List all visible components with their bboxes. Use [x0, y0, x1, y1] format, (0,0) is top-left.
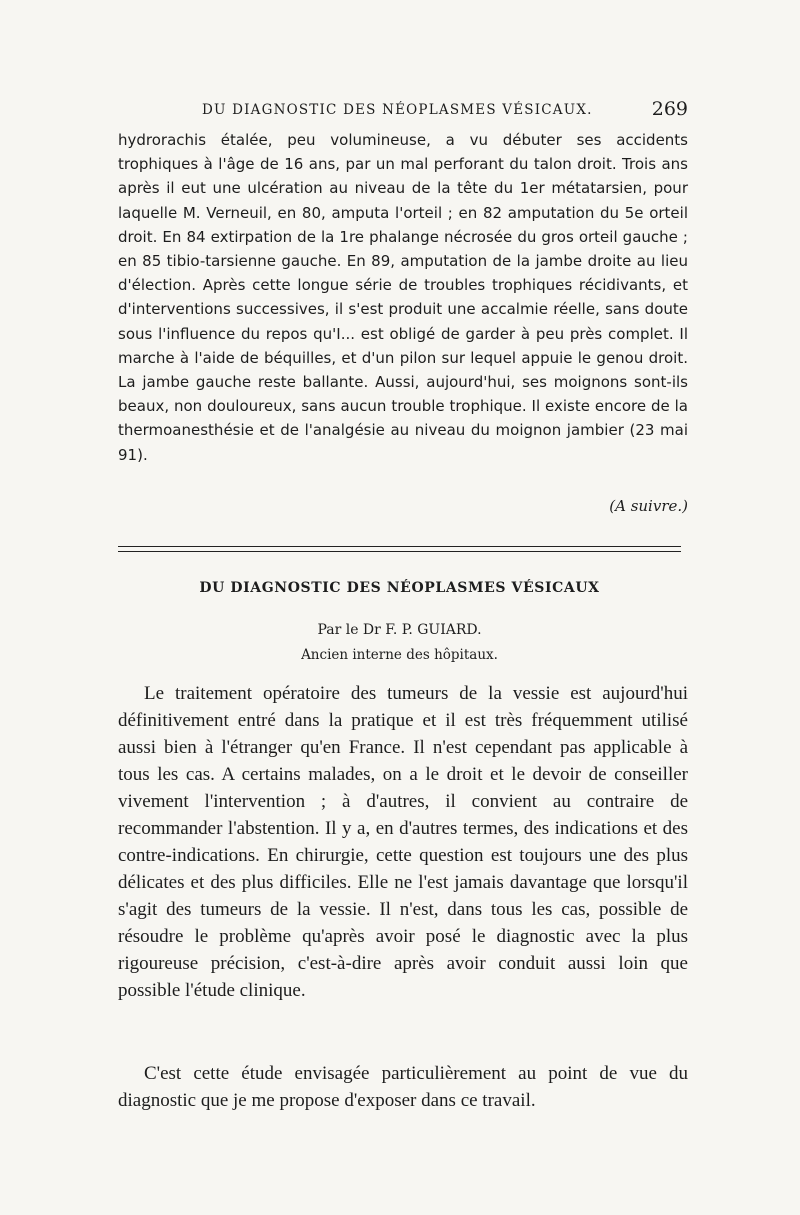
section-divider-top	[118, 546, 681, 547]
author-role: Ancien interne des hôpitaux.	[301, 647, 498, 663]
previous-article-paragraph: hydrorachis étalée, peu volumineuse, a vu débuter ses accidents trophiques à l'âge de 16 ans, par un mal perforant du talon droit. Trois ans après il eut une ulcération au niveau de la tête du 1er métatarsien, pour laquelle M. Verneuil, en 80, amputa l'orteil ; en 82 amputation du 5e orteil droit. En 84 extirpation de la 1re phalange nécrosée du gros orteil gauche ; en 85 tibio-tarsienne gauche. En 89, amputation de la jambe droite au lieu d'élection. Après cette longue série de troubles trophiques récidivants, et d'interventions successives, il s'est produit une accalmie réelle, sans doute sous l'influence du repos qu'I... est obligé de garder à peu près complet. Il marche à l'aide de béquilles, et d'un pilon sur lequel appuie le genou droit. La jambe gauche reste ballante. Aussi, aujourd'hui, ses moignons sont-ils beaux, non douloureux, sans aucun trouble trophique. Il existe encore de la thermoanesthésie et de l'analgésie au niveau du moignon jambier (23 mai 91).	[118, 131, 688, 464]
article-author: Par le Dr F. P. GUIARD.	[317, 622, 482, 638]
page-number: 269	[651, 98, 688, 120]
body-paragraph: C'est cette étude envisagée particulièrement au point de vue du diagnostic que je me propose d'exposer dans ce travail.	[118, 1063, 688, 1111]
article-title: DU DIAGNOSTIC DES NÉOPLASMES VÉSICAUX	[199, 580, 600, 596]
running-header	[118, 100, 688, 124]
continuation-note: (A suivre.)	[609, 497, 688, 515]
section-divider-bottom	[118, 551, 681, 552]
body-paragraph: Le traitement opératoire des tumeurs de la vessie est aujourd'hui définitivement entré dans la pratique et il est très fréquemment utilisé aussi bien à l'étranger qu'en France. Il n'est cependant pas applicable à tous les cas. A certains malades, on a le droit et le devoir de conseiller vivement l'intervention ; à d'autres, il convient au contraire de recommander l'abstention. Il y a, en d'autres termes, des indications et des contre-indications. En chirurgie, cette question est toujours une des plus délicates et des plus difficiles. Elle ne l'est jamais davantage que lorsqu'il s'agit des tumeurs de la vessie. Il n'est, dans tous les cas, possible de résoudre le problème qu'après avoir posé le diagnostic avec la plus rigoureuse précision, c'est-à-dire après avoir conduit aussi loin que possible l'étude clinique.	[118, 683, 688, 1001]
running-title: DU DIAGNOSTIC DES NÉOPLASMES VÉSICAUX.	[202, 102, 593, 118]
